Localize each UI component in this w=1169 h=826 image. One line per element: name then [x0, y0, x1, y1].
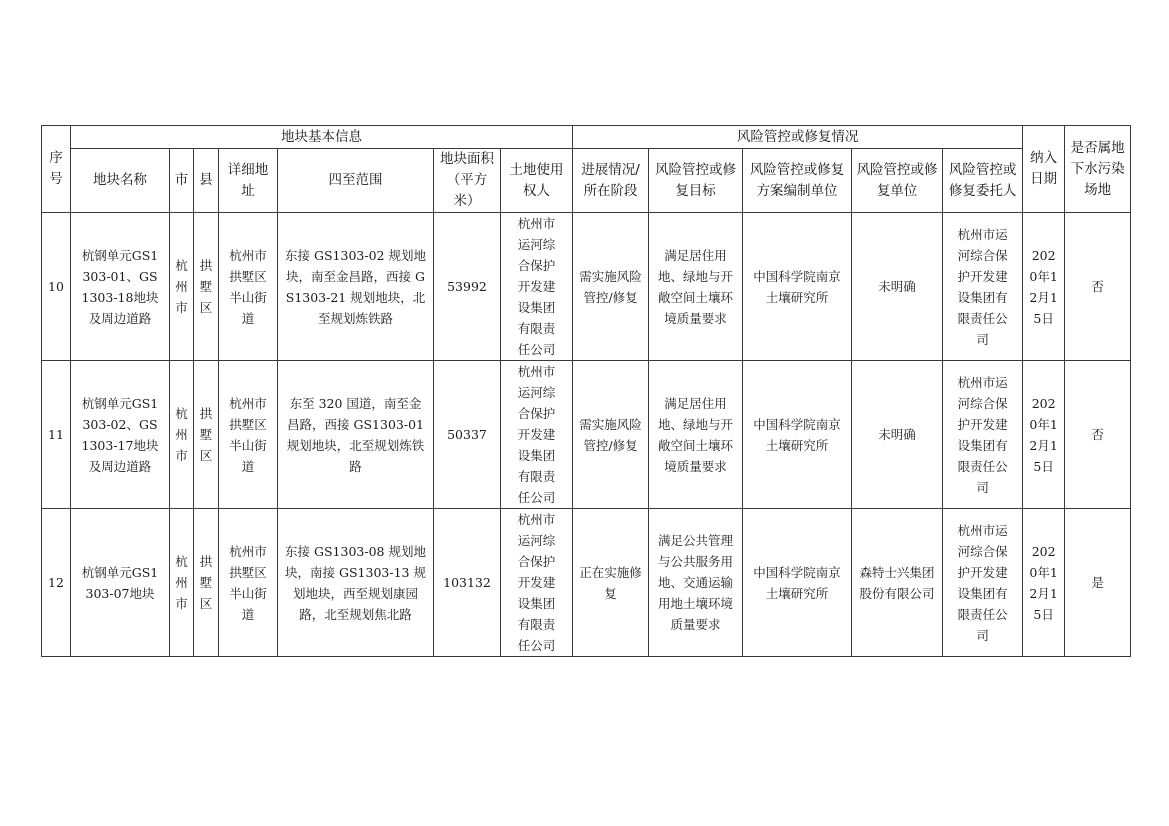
cell-date: 2020年12月15日 — [1023, 213, 1065, 361]
cell-boundaries: 东接 GS1303-02 规划地块，南至金昌路，西接 GS1303-21 规划地块，北至规划炼铁路 — [278, 213, 434, 361]
cell-client: 杭州市运河综合保护开发建设集团有限责任公司 — [943, 509, 1023, 657]
cell-county: 拱墅区 — [194, 361, 219, 509]
cell-county: 拱墅区 — [194, 509, 219, 657]
header-boundaries: 四至范围 — [278, 149, 434, 213]
cell-plan-unit: 中国科学院南京土壤研究所 — [743, 509, 852, 657]
cell-repair-unit: 森特士兴集团股份有限公司 — [852, 509, 943, 657]
cell-date: 2020年12月15日 — [1023, 509, 1065, 657]
cell-area: 103132 — [434, 509, 501, 657]
cell-groundwater: 是 — [1065, 509, 1131, 657]
cell-progress: 需实施风险管控/修复 — [573, 213, 649, 361]
table-row — [42, 361, 1131, 509]
cell-address: 杭州市拱墅区半山街道 — [219, 361, 278, 509]
cell-repair-unit: 未明确 — [852, 361, 943, 509]
cell-plan-unit: 中国科学院南京土壤研究所 — [743, 361, 852, 509]
table-row — [42, 509, 1131, 657]
header-groundwater: 是否属地下水污染场地 — [1065, 126, 1131, 213]
header-row-group — [42, 126, 1131, 149]
cell-name: 杭钢单元GS1303-07地块 — [71, 509, 170, 657]
cell-target: 满足居住用地、绿地与开敞空间土壤环境质量要求 — [649, 361, 743, 509]
header-land-user: 土地使用权人 — [501, 149, 573, 213]
cell-progress: 需实施风险管控/修复 — [573, 361, 649, 509]
header-county: 县 — [194, 149, 219, 213]
cell-client: 杭州市运河综合保护开发建设集团有限责任公司 — [943, 213, 1023, 361]
header-city: 市 — [170, 149, 194, 213]
table-row — [42, 213, 1131, 361]
cell-progress: 正在实施修复 — [573, 509, 649, 657]
header-repair-unit: 风险管控或修复单位 — [852, 149, 943, 213]
header-area: 地块面积（平方米） — [434, 149, 501, 213]
cell-county: 拱墅区 — [194, 213, 219, 361]
cell-land-user: 杭州市运河综合保护开发建设集团有限责任公司 — [501, 361, 573, 509]
cell-land-user: 杭州市运河综合保护开发建设集团有限责任公司 — [501, 509, 573, 657]
cell-index: 10 — [42, 213, 71, 361]
cell-target: 满足公共管理与公共服务用地、交通运输用地土壤环境质量要求 — [649, 509, 743, 657]
cell-city: 杭州市 — [170, 213, 194, 361]
header-name: 地块名称 — [71, 149, 170, 213]
cell-land-user: 杭州市运河综合保护开发建设集团有限责任公司 — [501, 213, 573, 361]
cell-target: 满足居住用地、绿地与开敞空间土壤环境质量要求 — [649, 213, 743, 361]
document-page — [41, 125, 1131, 657]
cell-address: 杭州市拱墅区半山街道 — [219, 509, 278, 657]
cell-boundaries: 东至 320 国道，南至金昌路，西接 GS1303-01 规划地块，北至规划炼铁路 — [278, 361, 434, 509]
cell-area: 50337 — [434, 361, 501, 509]
cell-index: 12 — [42, 509, 71, 657]
cell-groundwater: 否 — [1065, 361, 1131, 509]
header-progress: 进展情况/所在阶段 — [573, 149, 649, 213]
cell-name: 杭钢单元GS1303-01、GS1303-18地块及周边道路 — [71, 213, 170, 361]
cell-repair-unit: 未明确 — [852, 213, 943, 361]
header-index: 序号 — [42, 126, 71, 213]
cell-plan-unit: 中国科学院南京土壤研究所 — [743, 213, 852, 361]
header-inclusion-date: 纳入日期 — [1023, 126, 1065, 213]
header-target: 风险管控或修复目标 — [649, 149, 743, 213]
cell-city: 杭州市 — [170, 509, 194, 657]
header-basic-info: 地块基本信息 — [71, 126, 573, 149]
cell-client: 杭州市运河综合保护开发建设集团有限责任公司 — [943, 361, 1023, 509]
header-plan-unit: 风险管控或修复方案编制单位 — [743, 149, 852, 213]
header-risk-control: 风险管控或修复情况 — [573, 126, 1023, 149]
header-client: 风险管控或修复委托人 — [943, 149, 1023, 213]
cell-name: 杭钢单元GS1303-02、GS1303-17地块及周边道路 — [71, 361, 170, 509]
cell-area: 53992 — [434, 213, 501, 361]
header-row-columns — [42, 149, 1131, 213]
header-address: 详细地址 — [219, 149, 278, 213]
cell-date: 2020年12月15日 — [1023, 361, 1065, 509]
contaminated-sites-table — [41, 125, 1131, 657]
cell-boundaries: 东接 GS1303-08 规划地块，南接 GS1303-13 规划地块，西至规划康园路，北至规划焦北路 — [278, 509, 434, 657]
cell-city: 杭州市 — [170, 361, 194, 509]
cell-index: 11 — [42, 361, 71, 509]
cell-address: 杭州市拱墅区半山街道 — [219, 213, 278, 361]
cell-groundwater: 否 — [1065, 213, 1131, 361]
